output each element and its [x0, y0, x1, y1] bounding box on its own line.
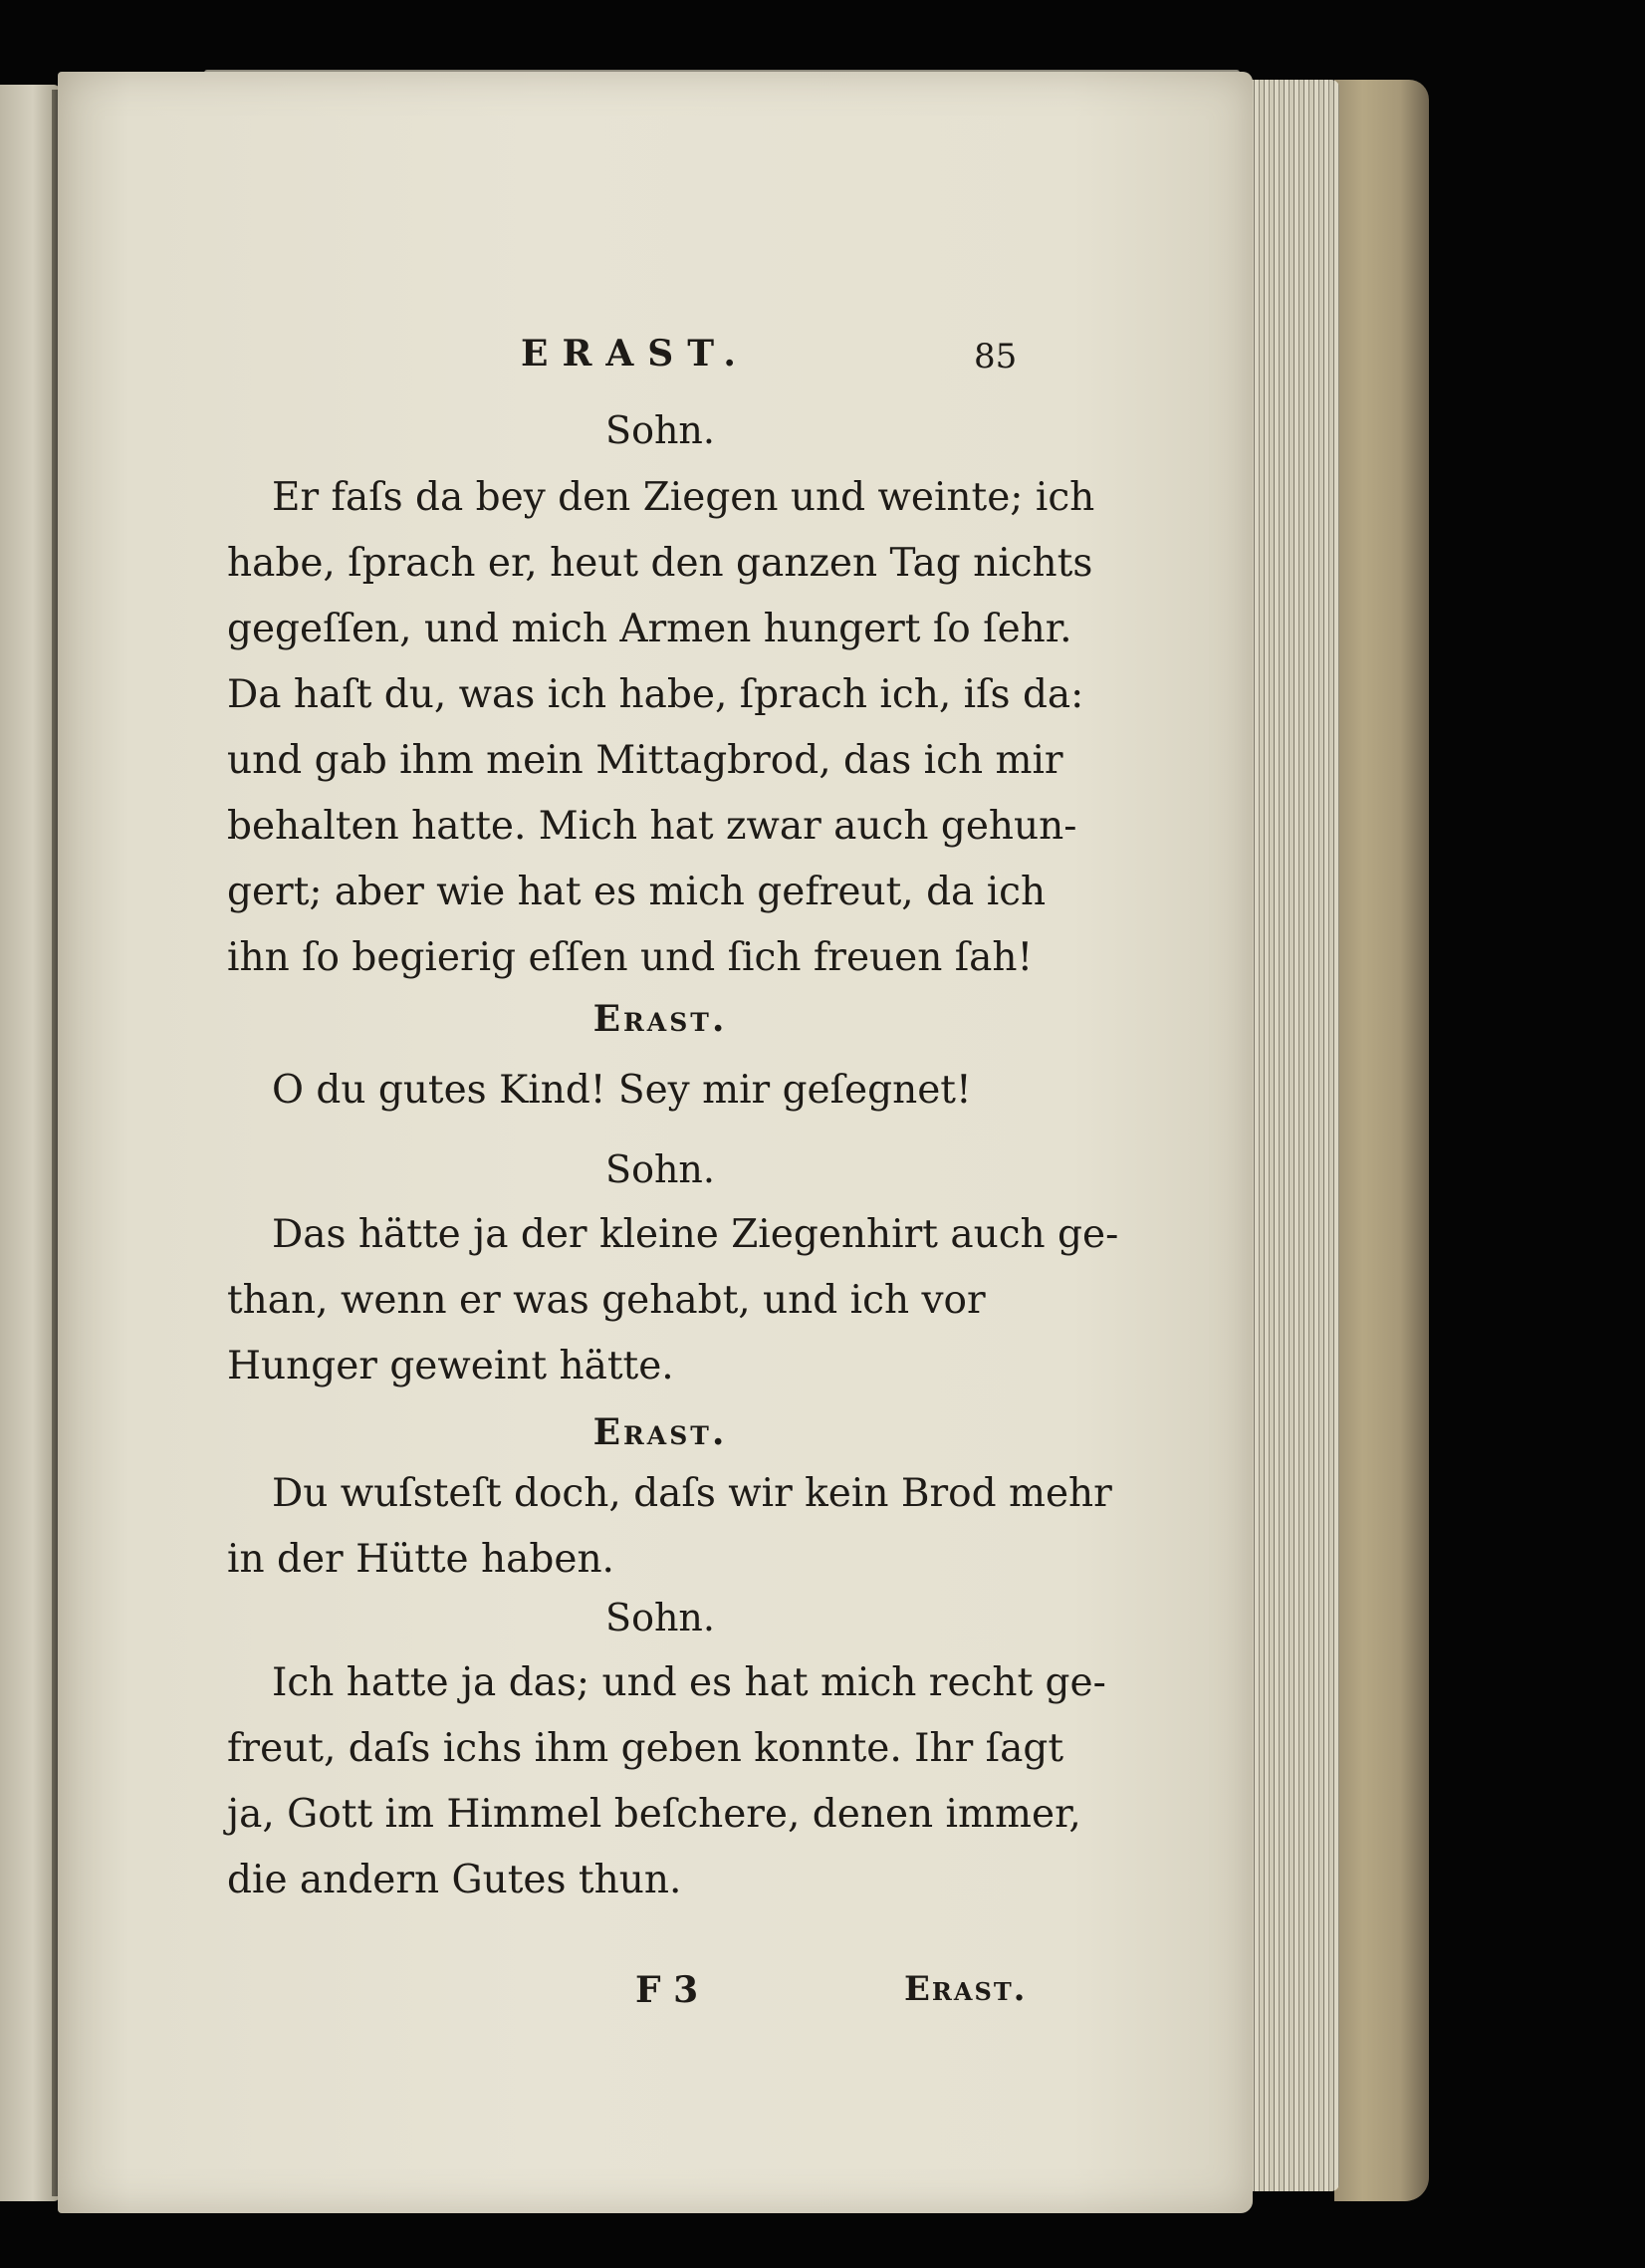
book-cover-edge [1334, 80, 1429, 2201]
speaker-heading: Sohn. [605, 408, 715, 452]
text-line: Ich hatte ja das; und es hat mich recht ge- [272, 1660, 1106, 1705]
text-line: habe, ſprach er, heut den ganzen Tag nichts [227, 541, 1093, 586]
catchword: Erast. [904, 1969, 1028, 2009]
text-line: Er faſs da bey den Ziegen und weinte; ich [272, 475, 1095, 520]
running-head: ERAST. [521, 333, 750, 375]
text-line: und gab ihm mein Mittagbrod, das ich mir [227, 738, 1063, 783]
text-line: freut, daſs ichs ihm geben konnte. Ihr ſagt [227, 1726, 1064, 1771]
text-line: Hunger geweint hätte. [227, 1344, 674, 1388]
text-line: Das hätte ja der kleine Ziegenhirt auch ge- [272, 1212, 1119, 1257]
page-number: 85 [974, 337, 1018, 377]
text-line: ihn ſo begierig eſſen und ſich freuen ſah! [227, 935, 1034, 980]
speaker-heading: Erast. [592, 1411, 728, 1453]
speaker-heading: Sohn. [605, 1596, 715, 1639]
speech-paragraph [227, 1202, 1119, 1399]
speech-paragraph [227, 1058, 1103, 1124]
text-line: Du wuſsteſt doch, daſs wir kein Brod mehr [272, 1471, 1112, 1516]
text-line: than, wenn er was gehabt, und ich vor [227, 1278, 986, 1323]
text-line: die andern Gutes thun. [227, 1858, 682, 1902]
speech-paragraph [227, 1461, 1112, 1593]
text-line: Da haſt du, was ich habe, ſprach ich, iſs da: [227, 672, 1084, 717]
text-line: gert; aber wie hat es mich gefreut, da ich [227, 870, 1047, 914]
page-header [227, 333, 1093, 392]
speaker-heading: Sohn. [605, 1147, 715, 1191]
page-footer [227, 1969, 1093, 2029]
page-stack-edges [1245, 80, 1339, 2191]
facing-page-edge [0, 85, 60, 2201]
text-line: ja, Gott im Himmel beſchere, denen immer, [227, 1792, 1081, 1837]
speaker-heading: Erast. [592, 998, 728, 1040]
text-line: behalten hatte. Mich hat zwar auch gehun- [227, 804, 1077, 849]
speech-paragraph [227, 1650, 1106, 1913]
text-line: in der Hütte haben. [227, 1537, 614, 1582]
speech-paragraph [227, 465, 1103, 991]
text-line: gegeſſen, und mich Armen hungert ſo ſehr. [227, 607, 1072, 651]
text-line: O du gutes Kind! Sey mir geſegnet! [272, 1068, 972, 1113]
signature-mark: F 3 [635, 1969, 699, 2011]
book-page [58, 72, 1253, 2213]
